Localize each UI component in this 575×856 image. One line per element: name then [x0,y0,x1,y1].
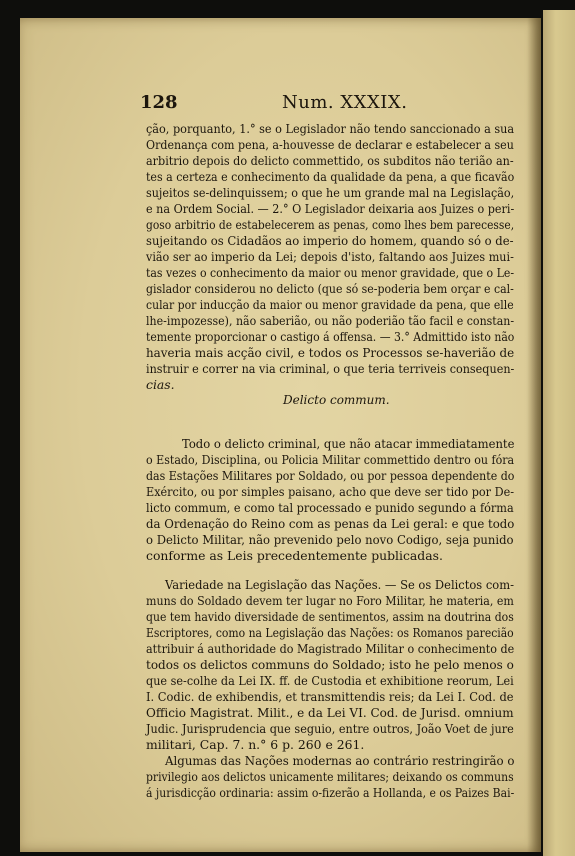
text-line: vião ser ao imperio da Lei; depois d'isto, faltando aos Juizes mui- [146,249,514,264]
section-title: Delicto commum. [283,393,390,407]
running-head: Num. XXXIX. [282,92,408,113]
text-line: attribuir á authoridade do Magistrado Militar o conhecimento de [146,641,515,656]
text-line: Ordenança com pena, a-houvesse de declarar e estabelecer a seu [146,137,514,152]
text-line: que tem havido diversidade de sentimentos, assim na doutrina dos [146,609,514,624]
text-line: que se-colhe da Lei IX. ff. de Custodia et exhibitione reorum, Lei [146,673,514,688]
text-line: lhe-impozesse), não saberião, ou não poderião tão facil e constan- [146,313,515,328]
text-line: da Ordenação do Reino com as penas da Lei geral: e que todo [146,516,515,531]
text-line: Todo o delicto criminal, que não atacar immediatamente [182,436,515,451]
text-line: Judic. Jurisprudencia que seguio, entre outros, João Voet de jure [146,721,514,736]
text-line: das Estações Militares por Soldado, ou por pessoa dependente do [146,468,515,483]
text-line: goso arbitrio de estabelecerem as penas, como lhes bem parecesse, [146,217,515,232]
book-page [20,18,541,852]
text-line: privilegio aos delictos unicamente militares; deixando os communs [146,769,514,784]
text-line: cias. [146,377,175,392]
page-gutter-shadow [527,18,541,852]
text-line: instruir e correr na via criminal, o que teria terriveis consequen- [146,361,515,376]
text-line: temente proporcionar o castigo á offensa. — 3.° Admittido isto não [146,329,515,344]
text-line: Escriptores, como na Legislação das Nações: os Romanos parecião [146,625,514,640]
text-line: cular por inducção da maior ou menor gravidade da pena, que elle [146,297,514,312]
text-line: tes a certeza e conhecimento da qualidade da pena, a que ficavão [146,169,515,184]
text-line: licto commum, e como tal processado e punido segundo a fórma [146,500,514,515]
text-line: Variedade na Legislação das Nações. — Se os Delictos com- [165,577,514,592]
adjacent-page-edge [543,10,575,856]
text-line: o Estado, Disciplina, ou Policia Militar commettido dentro ou fóra [146,452,515,467]
text-line: haveria mais acção civil, e todos os Processos se-haverião de [146,345,515,360]
text-line: tas vezes o conhecimento da maior ou menor gravidade, que o Le- [146,265,515,280]
text-line: sujeitando os Cidadãos ao imperio do homem, quando só o de- [146,233,514,248]
text-line: Officio Magistrat. Milit., e da Lei VI. Cod. de Jurisd. omnium [146,705,514,720]
text-line: arbitrio depois do delicto commettido, os subditos não terião an- [146,153,514,168]
text-line: gislador considerou no delicto (que só se-poderia bem orçar e cal- [146,281,514,296]
text-line: Algumas das Nações modernas ao contrário restringirão o [165,753,515,768]
text-line: todos os delictos communs do Soldado; isto he pelo menos o [146,657,514,672]
text-line: militari, Cap. 7. n.° 6 p. 260 e 261. [146,737,365,752]
text-line: o Delicto Militar, não prevenido pelo novo Codigo, seja punido [146,532,514,547]
text-line: Exército, ou por simples paisano, acho que deve ser tido por De- [146,484,515,499]
text-line: ção, porquanto, 1.° se o Legislador não tendo sanccionado a sua [146,121,515,136]
text-line: e na Ordem Social. — 2.° O Legislador deixaria aos Juizes o peri- [146,201,515,216]
text-line: conforme as Leis precedentemente publicadas. [146,548,443,563]
text-line: muns do Soldado devem ter lugar no Foro Militar, he materia, em [146,593,514,608]
page-number: 128 [140,92,178,113]
text-line: á jurisdicção ordinaria: assim o-fizerão a Hollanda, e os Paizes Bai- [146,785,515,800]
text-line: sujeitos se-delinquissem; o que he um grande mal na Legislação, [146,185,515,200]
text-line: I. Codic. de exhibendis, et transmittendis reis; da Lei I. Cod. de [146,689,514,704]
